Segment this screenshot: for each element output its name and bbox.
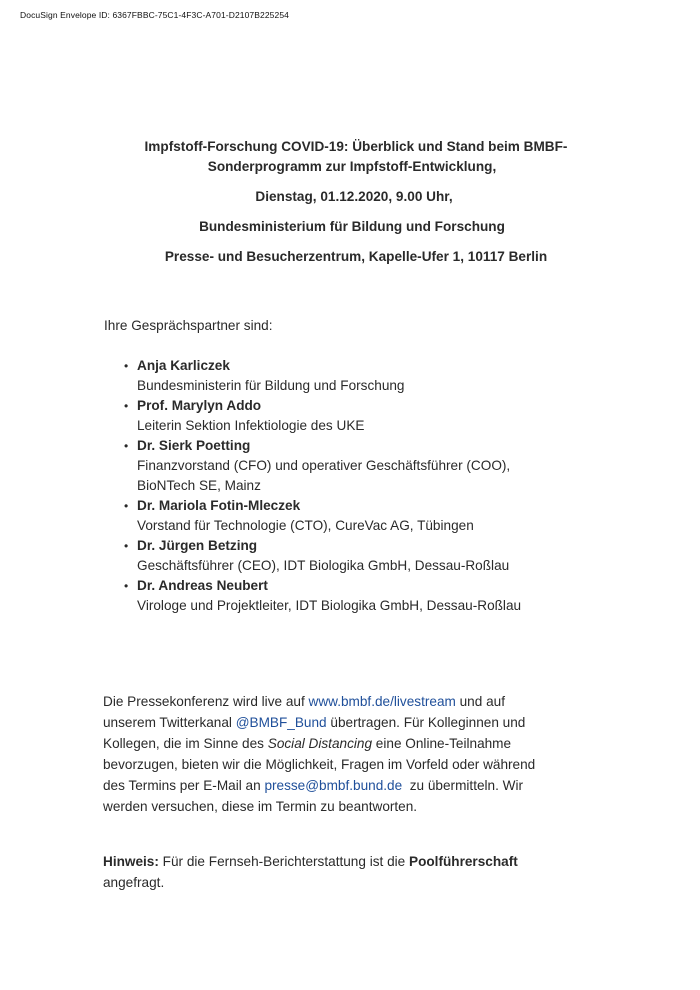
- press-line: [103, 691, 573, 712]
- date-line: Dienstag, 01.12.2020, 9.00 Uhr,: [255, 189, 453, 204]
- press-text: Die Pressekonferenz wird live auf: [103, 694, 309, 709]
- list-item: [122, 396, 521, 436]
- speaker-name: Anja Karliczek: [137, 358, 230, 373]
- speaker-role: Vorstand für Technologie (CTO), CureVac AG, Tübingen: [137, 518, 474, 533]
- twitter-link[interactable]: @BMBF_Bund: [235, 715, 327, 730]
- title-line-2: Sonderprogramm zur Impfstoff-Entwicklung,: [207, 159, 497, 174]
- list-item: [122, 436, 521, 496]
- press-line: [103, 733, 573, 754]
- title-line-1: Impfstoff-Forschung COVID-19: Überblick und Stand beim BMBF-: [144, 139, 568, 154]
- list-item: [122, 496, 521, 536]
- ministry-line: Bundesministerium für Bildung und Forschung: [199, 219, 505, 234]
- press-text: zu übermitteln. Wir: [402, 778, 524, 793]
- bullet-icon: •: [124, 359, 129, 373]
- press-line: werden versuchen, diese im Termin zu beantworten.: [103, 799, 418, 814]
- speaker-role: Leiterin Sektion Infektiologie des UKE: [137, 418, 365, 433]
- bullet-icon: •: [124, 579, 129, 593]
- speaker-name: Dr. Mariola Fotin-Mleczek: [137, 498, 301, 513]
- address-line: Presse- und Besucherzentrum, Kapelle-Ufer 1, 10117 Berlin: [164, 249, 548, 264]
- speaker-name: Dr. Jürgen Betzing: [137, 538, 258, 553]
- press-text: Kollegen, die im Sinne des: [103, 736, 268, 751]
- intro-text: Ihre Gesprächspartner sind:: [104, 318, 273, 333]
- social-distancing-term: Social Distancing: [267, 736, 373, 751]
- speaker-role: Virologe und Projektleiter, IDT Biologika GmbH, Dessau-Roßlau: [137, 598, 522, 613]
- bullet-icon: •: [124, 499, 129, 513]
- list-item: [122, 356, 521, 396]
- hint-line-end: angefragt.: [103, 875, 165, 890]
- speaker-role-continued: BioNTech SE, Mainz: [137, 478, 261, 493]
- press-line: [103, 775, 573, 796]
- speaker-role: Geschäftsführer (CEO), IDT Biologika GmbH, Dessau-Roßlau: [137, 558, 510, 573]
- livestream-link[interactable]: www.bmbf.de/livestream: [308, 694, 456, 709]
- press-text: eine Online-Teilnahme: [372, 736, 512, 751]
- document-header: [0, 137, 700, 267]
- email-link[interactable]: presse@bmbf.bund.de: [264, 778, 403, 793]
- speaker-list: [122, 356, 521, 616]
- hint-label: Hinweis:: [103, 854, 159, 869]
- press-text: übertragen. Für Kolleginnen und: [326, 715, 526, 730]
- bullet-icon: •: [124, 399, 129, 413]
- speaker-name: Prof. Marylyn Addo: [137, 398, 262, 413]
- list-item: [122, 536, 521, 576]
- hint-line: [103, 851, 518, 872]
- hint-bold-term: Poolführerschaft: [409, 854, 518, 869]
- press-line: bevorzugen, bieten wir die Möglichkeit, Fragen im Vorfeld oder während: [103, 757, 536, 772]
- docusign-envelope-id: DocuSign Envelope ID: 6367FBBC-75C1-4F3C-A701-D2107B225254: [20, 10, 289, 20]
- press-text: und auf: [455, 694, 505, 709]
- hint-text: Für die Fernseh-Berichterstattung ist die: [158, 854, 409, 869]
- speaker-name: Dr. Sierk Poetting: [137, 438, 251, 453]
- bullet-icon: •: [124, 439, 129, 453]
- list-item: [122, 576, 521, 616]
- press-text: des Termins per E-Mail an: [103, 778, 265, 793]
- speaker-role: Finanzvorstand (CFO) und operativer Geschäftsführer (COO),: [137, 458, 511, 473]
- speaker-name: Dr. Andreas Neubert: [137, 578, 268, 593]
- press-text: unserem Twitterkanal: [103, 715, 236, 730]
- speaker-role: Bundesministerin für Bildung und Forschung: [137, 378, 405, 393]
- press-paragraph: [103, 691, 573, 817]
- bullet-icon: •: [124, 539, 129, 553]
- press-line: [103, 712, 573, 733]
- hint-paragraph: [103, 851, 518, 893]
